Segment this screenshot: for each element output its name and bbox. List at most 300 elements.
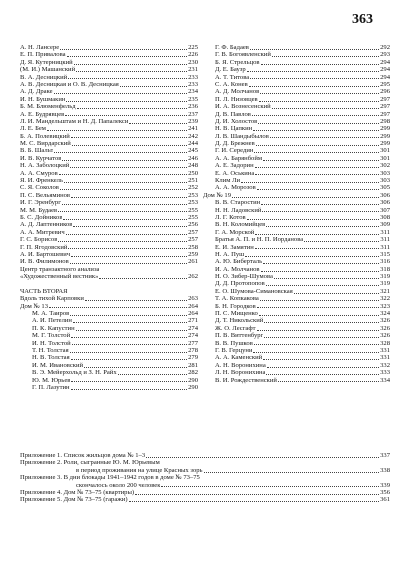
- toc-entry[interactable]: [20, 325, 198, 332]
- toc-entry[interactable]: [203, 332, 390, 339]
- toc-entry-page: 253: [188, 199, 198, 207]
- toc-entry[interactable]: [20, 207, 198, 214]
- appendix-entry[interactable]: [20, 452, 390, 459]
- toc-entry[interactable]: [20, 192, 198, 199]
- toc-entry-title: А. Д. Драке: [20, 88, 53, 96]
- toc-entry-title: Вдоль тихой Карповки: [20, 295, 84, 303]
- toc-entry[interactable]: [20, 44, 198, 51]
- dot-leader: [58, 211, 187, 212]
- toc-entry-page: 297: [380, 110, 390, 118]
- toc-entry-title: Н. В. Цапкин: [215, 125, 253, 133]
- contents-left-column: [20, 44, 198, 391]
- dot-leader: [60, 49, 187, 50]
- appendix-title: Приложение 5. Дом № 73–75 (гаражи): [20, 496, 128, 504]
- dot-leader: [272, 56, 379, 57]
- toc-entry[interactable]: [203, 214, 390, 221]
- toc-entry-title: И. А. Молчанов: [215, 265, 260, 273]
- toc-entry[interactable]: [203, 66, 390, 73]
- toc-entry-title: В. Э. Мейерхольд и З. Н. Райх: [32, 369, 117, 377]
- toc-entry-page: 281: [188, 361, 198, 369]
- toc-entry-page: 231: [188, 66, 198, 74]
- toc-entry-title: П. К. Капустин: [32, 324, 75, 332]
- toc-entry-page: 306: [380, 199, 390, 207]
- dot-leader: [66, 234, 187, 235]
- toc-entry-page: 282: [188, 369, 198, 377]
- toc-entry-page: 331: [380, 354, 390, 362]
- toc-entry-page: 308: [380, 213, 390, 221]
- dot-leader: [58, 241, 187, 242]
- dot-leader: [263, 359, 379, 360]
- appendix-entry[interactable]: [20, 467, 390, 474]
- toc-entry-page: 318: [380, 265, 390, 273]
- toc-entry-page: 293: [380, 51, 390, 59]
- toc-entry-title: В. В. Старостин: [215, 199, 261, 207]
- toc-entry-title: Д. И. Холостов: [215, 117, 258, 125]
- toc-entry-page: 303: [380, 169, 390, 177]
- toc-entry[interactable]: [203, 96, 390, 103]
- dot-leader: [68, 78, 187, 79]
- toc-entry-page: 262: [188, 273, 198, 281]
- toc-entry-title: Б. М. Блюменфельд: [20, 103, 76, 111]
- toc-entry-page: 292: [380, 44, 390, 51]
- toc-entry[interactable]: [203, 281, 390, 288]
- toc-entry-page: 333: [380, 369, 390, 377]
- toc-entry[interactable]: [20, 177, 198, 184]
- toc-entry[interactable]: [203, 155, 390, 162]
- dot-leader: [250, 78, 379, 79]
- toc-entry-page: 274: [188, 332, 198, 340]
- toc-entry-title: С. Я. Соколов: [20, 184, 59, 192]
- dot-leader: [245, 256, 379, 257]
- toc-entry-page: 299: [380, 140, 390, 148]
- toc-entry-title: М. М. Будаев: [20, 206, 58, 214]
- toc-entry[interactable]: [20, 66, 198, 73]
- toc-entry-page: 274: [188, 324, 198, 332]
- toc-entry-page: 315: [380, 250, 390, 258]
- toc-entry[interactable]: [203, 295, 390, 302]
- toc-entry-page: 235: [188, 95, 198, 103]
- toc-entry-title: М. А. Таиров: [32, 310, 70, 318]
- toc-entry-page: 295: [380, 80, 390, 88]
- toc-entry[interactable]: [20, 147, 198, 154]
- toc-entry[interactable]: [203, 273, 390, 280]
- toc-entry-title: Л. Е. Бем: [20, 125, 46, 133]
- dot-leader: [263, 263, 379, 264]
- toc-entry[interactable]: [203, 125, 390, 132]
- toc-entry[interactable]: [20, 377, 198, 384]
- toc-entry-page: 331: [380, 347, 390, 354]
- toc-entry-page: 290: [188, 383, 198, 391]
- toc-entry[interactable]: [20, 96, 198, 103]
- toc-entry-title: В. Б. Шальт: [20, 147, 54, 155]
- dot-leader: [59, 174, 187, 175]
- toc-entry-page: 264: [188, 310, 198, 318]
- toc-entry[interactable]: [20, 258, 198, 265]
- toc-entry[interactable]: [203, 118, 390, 125]
- dot-leader: [73, 322, 187, 323]
- toc-entry[interactable]: [203, 377, 390, 384]
- toc-entry-title: А. А. Смуров: [20, 169, 58, 177]
- toc-entry-page: 297: [380, 95, 390, 103]
- toc-entry-title: В. А. Десницкий: [20, 73, 68, 81]
- toc-entry[interactable]: [20, 111, 198, 118]
- dot-leader: [62, 160, 187, 161]
- toc-entry[interactable]: [20, 170, 198, 177]
- toc-entry-title: А. А. Митревич: [20, 228, 65, 236]
- toc-entry-title: Г. И. Середин: [215, 147, 254, 155]
- toc-entry-title: П. С. Мищенко: [215, 310, 258, 318]
- toc-entry[interactable]: [20, 362, 198, 369]
- dot-leader: [263, 160, 379, 161]
- toc-entry[interactable]: [20, 384, 198, 391]
- toc-entry-page: 307: [380, 206, 390, 214]
- toc-entry-title: П. С. Вельяминов: [20, 191, 71, 199]
- toc-entry[interactable]: [20, 251, 198, 258]
- toc-entry-page: 303: [380, 177, 390, 185]
- toc-entry-title: Б. С. Дойников: [20, 213, 63, 221]
- toc-entry[interactable]: [203, 354, 390, 361]
- dot-leader: [54, 93, 188, 94]
- toc-entry-page: 242: [188, 132, 198, 140]
- toc-entry-page: 257: [188, 228, 198, 236]
- toc-entry-page: 239: [188, 117, 198, 125]
- dot-leader: [247, 219, 379, 220]
- toc-entry-page: 305: [380, 184, 390, 192]
- toc-entry[interactable]: [203, 170, 390, 177]
- dot-leader: [258, 123, 379, 124]
- toc-entry-title: Н. В. Толстая: [32, 354, 70, 362]
- toc-entry-page: 299: [380, 125, 390, 133]
- toc-entry-title: И. Н. Бушмакин: [20, 95, 66, 103]
- dot-leader: [72, 344, 187, 345]
- toc-entry-title: А. Т. Титова: [215, 73, 250, 81]
- toc-entry-title: Д. Д. Брежнев: [215, 140, 255, 148]
- toc-entry-title: Г. П. Ягодовский: [20, 243, 68, 251]
- toc-entry-title: Н. А. Пуш: [215, 250, 245, 258]
- toc-entry[interactable]: [20, 199, 198, 206]
- toc-entry-title: С. А. Конев: [215, 80, 248, 88]
- dot-leader: [71, 256, 187, 257]
- toc-entry-title: М. С. Вирдарский: [20, 140, 71, 148]
- dot-leader: [71, 337, 187, 338]
- toc-entry-page: 279: [188, 354, 198, 362]
- toc-entry-page: 294: [380, 66, 390, 74]
- appendix-page: 338: [380, 466, 390, 474]
- toc-entry[interactable]: [203, 207, 390, 214]
- toc-entry-title: Г. П. Лазутин: [32, 383, 70, 391]
- toc-entry-title: М. Г. Толстой: [32, 332, 71, 340]
- toc-entry[interactable]: [203, 51, 390, 58]
- toc-entry[interactable]: [20, 266, 198, 273]
- toc-entry-page: 326: [380, 317, 390, 325]
- toc-entry-title: Д. Я. Кутерницкий: [20, 58, 73, 66]
- dot-leader: [70, 315, 187, 316]
- toc-entry[interactable]: [20, 340, 198, 347]
- toc-entry[interactable]: [203, 81, 390, 88]
- toc-entry-page: 251: [188, 177, 198, 185]
- appendix-title: Приложение 4. Дом № 73–75 (квартиры): [20, 488, 135, 496]
- toc-entry[interactable]: [203, 251, 390, 258]
- toc-entry-title: Д. Д. Протопопов: [215, 280, 265, 288]
- toc-entry[interactable]: [203, 325, 390, 332]
- toc-entry[interactable]: [203, 44, 390, 51]
- toc-entry[interactable]: [203, 347, 390, 354]
- appendix-title: скончалось около 200 человек: [76, 481, 161, 489]
- dot-leader: [304, 241, 379, 242]
- dot-leader: [76, 330, 188, 331]
- toc-entry-title: Д. Т. Никольский: [215, 317, 264, 325]
- dot-leader: [266, 226, 379, 227]
- toc-entry[interactable]: [203, 258, 390, 265]
- toc-entry-page: 322: [380, 295, 390, 303]
- toc-entry[interactable]: [203, 199, 390, 206]
- dot-leader: [260, 300, 379, 301]
- toc-entry-page: 294: [380, 58, 390, 66]
- toc-entry-page: 255: [188, 206, 198, 214]
- appendix-entry[interactable]: [20, 459, 390, 466]
- toc-entry[interactable]: [20, 51, 198, 58]
- toc-entry[interactable]: [20, 133, 198, 140]
- toc-entry-title: Клим Ли: [215, 177, 241, 185]
- toc-entry[interactable]: [20, 369, 198, 376]
- dot-leader: [161, 486, 379, 487]
- toc-entry[interactable]: [20, 332, 198, 339]
- toc-entry-page: 294: [380, 73, 390, 81]
- dot-leader: [232, 197, 379, 198]
- appendix-page: 361: [380, 496, 390, 504]
- dot-leader: [74, 64, 187, 65]
- toc-entry-page: 290: [188, 376, 198, 384]
- toc-entry[interactable]: [20, 88, 198, 95]
- page-number: 363: [352, 12, 373, 27]
- toc-entry[interactable]: [20, 59, 198, 66]
- toc-entry-page: 225: [188, 44, 198, 51]
- toc-entry[interactable]: [203, 147, 390, 154]
- dot-leader: [278, 381, 379, 382]
- dot-leader: [129, 501, 380, 502]
- toc-entry[interactable]: [203, 162, 390, 169]
- dot-leader: [252, 115, 379, 116]
- toc-entry-title: Центр транзактного анализа: [20, 265, 100, 273]
- toc-entry[interactable]: [203, 177, 390, 184]
- toc-entry-title: Е. А. Оськина: [215, 169, 255, 177]
- toc-entry[interactable]: [20, 236, 198, 243]
- dot-leader: [241, 182, 379, 183]
- toc-entry-title: А. Е. Задорин: [215, 162, 254, 170]
- toc-entry-title: Т. А. Копкакова: [215, 295, 259, 303]
- dot-leader: [253, 352, 379, 353]
- toc-entry-page: 324: [380, 310, 390, 318]
- toc-entry[interactable]: [20, 214, 198, 221]
- toc-entry[interactable]: [203, 244, 390, 251]
- toc-entry[interactable]: [20, 347, 198, 354]
- toc-entry-title: Ж. О. Лесгафт: [215, 324, 256, 332]
- toc-entry[interactable]: [20, 295, 198, 302]
- dot-leader: [254, 344, 379, 345]
- toc-entry-page: 264: [188, 302, 198, 310]
- toc-entry-title: Н. А. Заболоцкий: [20, 162, 70, 170]
- toc-entry-page: 319: [380, 273, 390, 281]
- toc-entry[interactable]: [20, 303, 198, 310]
- toc-entry[interactable]: [20, 288, 198, 295]
- toc-entry-title: Е. О. Шумова-Симановская: [215, 287, 293, 295]
- toc-entry-title: И. М. Ивановский: [32, 361, 84, 369]
- toc-entry[interactable]: [20, 81, 198, 88]
- toc-entry[interactable]: [20, 155, 198, 162]
- dot-leader: [63, 219, 187, 220]
- toc-entry-page: 301: [380, 154, 390, 162]
- toc-entry-page: 297: [380, 103, 390, 111]
- toc-entry-title: Б. А. Полевицкий: [20, 132, 70, 140]
- dot-leader: [73, 226, 187, 227]
- appendix-page: 356: [380, 488, 390, 496]
- dot-leader: [68, 248, 187, 249]
- toc-entry[interactable]: [20, 118, 198, 125]
- toc-entry[interactable]: [20, 125, 198, 132]
- toc-entry-page: 328: [380, 339, 390, 347]
- dot-leader: [255, 174, 379, 175]
- dot-leader: [254, 152, 379, 153]
- toc-entry[interactable]: [20, 317, 198, 324]
- toc-entry[interactable]: [203, 303, 390, 310]
- dot-leader: [257, 189, 379, 190]
- toc-entry-page: 252: [188, 184, 198, 192]
- dot-leader: [261, 204, 379, 205]
- appendix-title: Приложение 1. Список жильцов дома № 1–3: [20, 452, 146, 459]
- toc-entry[interactable]: [20, 140, 198, 147]
- toc-entry[interactable]: [203, 236, 390, 243]
- dot-leader: [85, 300, 187, 301]
- toc-entry[interactable]: [20, 244, 198, 251]
- toc-entry[interactable]: [20, 184, 198, 191]
- toc-entry[interactable]: [203, 369, 390, 376]
- dot-leader: [255, 234, 379, 235]
- toc-entry-page: 236: [188, 103, 198, 111]
- toc-entry-page: 261: [188, 258, 198, 266]
- toc-entry-title: Н. Н. Ладовский: [215, 206, 262, 214]
- toc-entry-title: Дом № 19: [203, 191, 232, 199]
- toc-entry[interactable]: [20, 162, 198, 169]
- toc-entry-page: 234: [188, 88, 198, 96]
- toc-entry-page: 250: [188, 169, 198, 177]
- dot-leader: [256, 145, 379, 146]
- toc-entry[interactable]: [203, 229, 390, 236]
- toc-entry[interactable]: [20, 229, 198, 236]
- dot-leader: [253, 130, 379, 131]
- toc-entry[interactable]: [203, 74, 390, 81]
- dot-leader: [71, 381, 187, 382]
- appendix-page: 337: [380, 452, 390, 459]
- toc-entry-title: Е. П. Привалова: [20, 51, 66, 59]
- toc-entry-page: 321: [380, 287, 390, 295]
- toc-entry-page: 311: [380, 243, 390, 251]
- dot-leader: [71, 197, 187, 198]
- dot-leader: [257, 330, 380, 331]
- toc-entry-title: Г. В. Герцуни: [215, 347, 253, 354]
- toc-entry[interactable]: [20, 354, 198, 361]
- toc-entry-page: 319: [380, 280, 390, 288]
- toc-entry-title: И. Г. Эренбург: [20, 199, 61, 207]
- toc-entry-title: Я. И. Френкель: [20, 177, 63, 185]
- toc-entry[interactable]: [203, 340, 390, 347]
- toc-entry-title: П. В. Виттенбург: [215, 332, 264, 340]
- toc-entry[interactable]: [203, 317, 390, 324]
- toc-entry-title: Б. Я. Стрельцов: [215, 58, 260, 66]
- dot-leader: [71, 389, 188, 390]
- appendix-title: Приложение 3. В дни блокады 1941–1942 годов в доме № 73–75: [20, 474, 200, 482]
- toc-entry[interactable]: [20, 103, 198, 110]
- toc-entry-page: 306: [380, 191, 390, 199]
- toc-entry-page: 255: [188, 213, 198, 221]
- toc-entry[interactable]: [203, 111, 390, 118]
- toc-entry-page: 334: [380, 376, 390, 384]
- toc-entry[interactable]: [20, 74, 198, 81]
- toc-entry-title: И. В. Курчатов: [20, 154, 62, 162]
- toc-entry-page: 245: [188, 147, 198, 155]
- toc-entry-title: А. А. Каменский: [215, 354, 263, 362]
- dot-leader: [260, 93, 379, 94]
- toc-entry-page: 241: [188, 125, 198, 133]
- toc-entry[interactable]: [203, 310, 390, 317]
- toc-entry-page: 237: [188, 110, 198, 118]
- dot-leader: [257, 307, 379, 308]
- toc-entry-title: Л. В. Шандыбылов: [215, 132, 269, 140]
- toc-entry[interactable]: [203, 362, 390, 369]
- appendix-entry[interactable]: [20, 496, 390, 503]
- toc-entry-page: 316: [380, 258, 390, 266]
- toc-entry-title: В. Н. Коломийцев: [215, 221, 266, 229]
- dot-leader: [267, 367, 379, 368]
- appendix-entry[interactable]: [20, 482, 390, 489]
- toc-entry[interactable]: [20, 273, 198, 280]
- toc-entry[interactable]: [203, 88, 390, 95]
- toc-entry-title: И. В. Филимонов: [20, 258, 69, 266]
- dot-leader: [294, 293, 379, 294]
- dot-leader: [54, 152, 187, 153]
- dot-leader: [259, 101, 379, 102]
- toc-entry-title: Е. И. Замятин: [215, 243, 254, 251]
- toc-entry-page: 299: [380, 132, 390, 140]
- toc-entry[interactable]: [20, 310, 198, 317]
- toc-entry[interactable]: [203, 266, 390, 273]
- dot-leader: [264, 337, 379, 338]
- dot-leader: [72, 145, 187, 146]
- toc-entry[interactable]: [203, 192, 390, 199]
- toc-entry[interactable]: [203, 140, 390, 147]
- dot-leader: [76, 71, 187, 72]
- dot-leader: [266, 374, 379, 375]
- toc-entry-title: Братья А. П. и Н. П. Иорданова: [215, 236, 304, 244]
- dot-leader: [270, 137, 379, 138]
- appendix-entry[interactable]: [20, 474, 390, 481]
- toc-entry[interactable]: [203, 288, 390, 295]
- toc-entry[interactable]: [203, 103, 390, 110]
- toc-entry[interactable]: [203, 59, 390, 66]
- toc-entry-title: Д. Е. Баузр: [215, 66, 246, 74]
- appendix-title: в период проживания на улице Красных зорь: [76, 466, 203, 474]
- dot-leader: [120, 86, 187, 87]
- dot-leader: [70, 263, 187, 264]
- toc-entry[interactable]: [203, 133, 390, 140]
- toc-entry-title: Ю. М. Юрьев: [32, 376, 71, 384]
- appendix-entry[interactable]: [20, 489, 390, 496]
- toc-entry[interactable]: [20, 221, 198, 228]
- dot-leader: [70, 167, 187, 168]
- toc-entry[interactable]: [203, 184, 390, 191]
- toc-entry-page: 277: [188, 339, 198, 347]
- toc-entry[interactable]: [203, 221, 390, 228]
- dot-leader: [71, 137, 187, 138]
